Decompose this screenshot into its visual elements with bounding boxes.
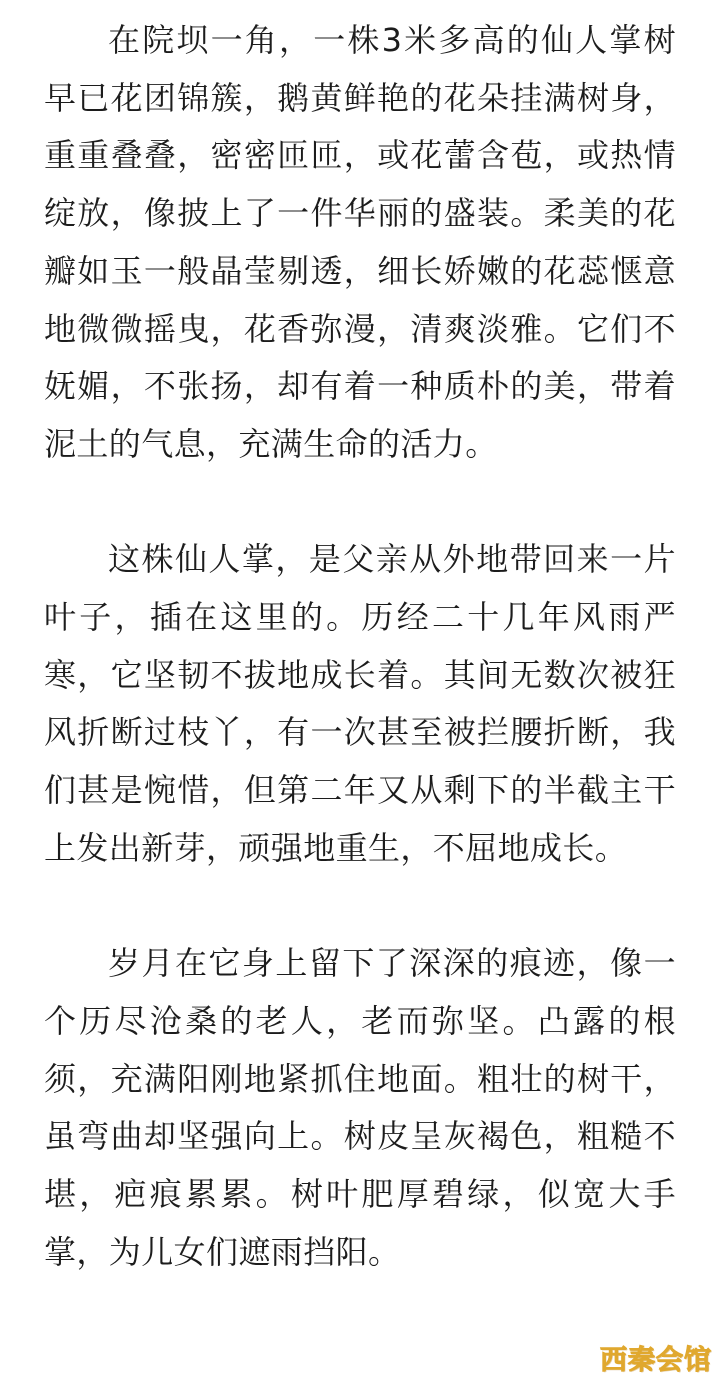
watermark-logo: 西秦会馆 xyxy=(600,1345,712,1376)
article-body xyxy=(44,12,676,1281)
paragraph-1: 在院坝一角，一株3米多高的仙人掌树早已花团锦簇，鹅黄鲜艳的花朵挂满树身，重重叠叠，密密匝匝，或花蕾含苞，或热情绽放，像披上了一件华丽的盛装。柔美的花瓣如玉一般晶莹剔透，细长娇嫩的花蕊惬意地微微摇曳，花香弥漫，清爽淡雅。它们不妩媚，不张扬，却有着一种质朴的美，带着泥土的气息，充满生命的活力。 xyxy=(44,21,676,463)
paragraph-2: 这株仙人掌，是父亲从外地带回来一片叶子，插在这里的。历经二十几年风雨严寒，它坚韧不拔地成长着。其间无数次被狂风折断过枝丫，有一次甚至被拦腰折断，我们甚是惋惜，但第二年又从剩下的半截主干上发出新芽，顽强地重生，不屈地成长。 xyxy=(44,540,676,867)
paragraph-3: 岁月在它身上留下了深深的痕迹，像一个历尽沧桑的老人，老而弥坚。凸露的根须，充满阳刚地紧抓住地面。粗壮的树干，虽弯曲却坚强向上。树皮呈灰褐色，粗糙不堪，疤痕累累。树叶肥厚碧绿，似宽大手掌，为儿女们遮雨挡阳。 xyxy=(44,944,676,1271)
